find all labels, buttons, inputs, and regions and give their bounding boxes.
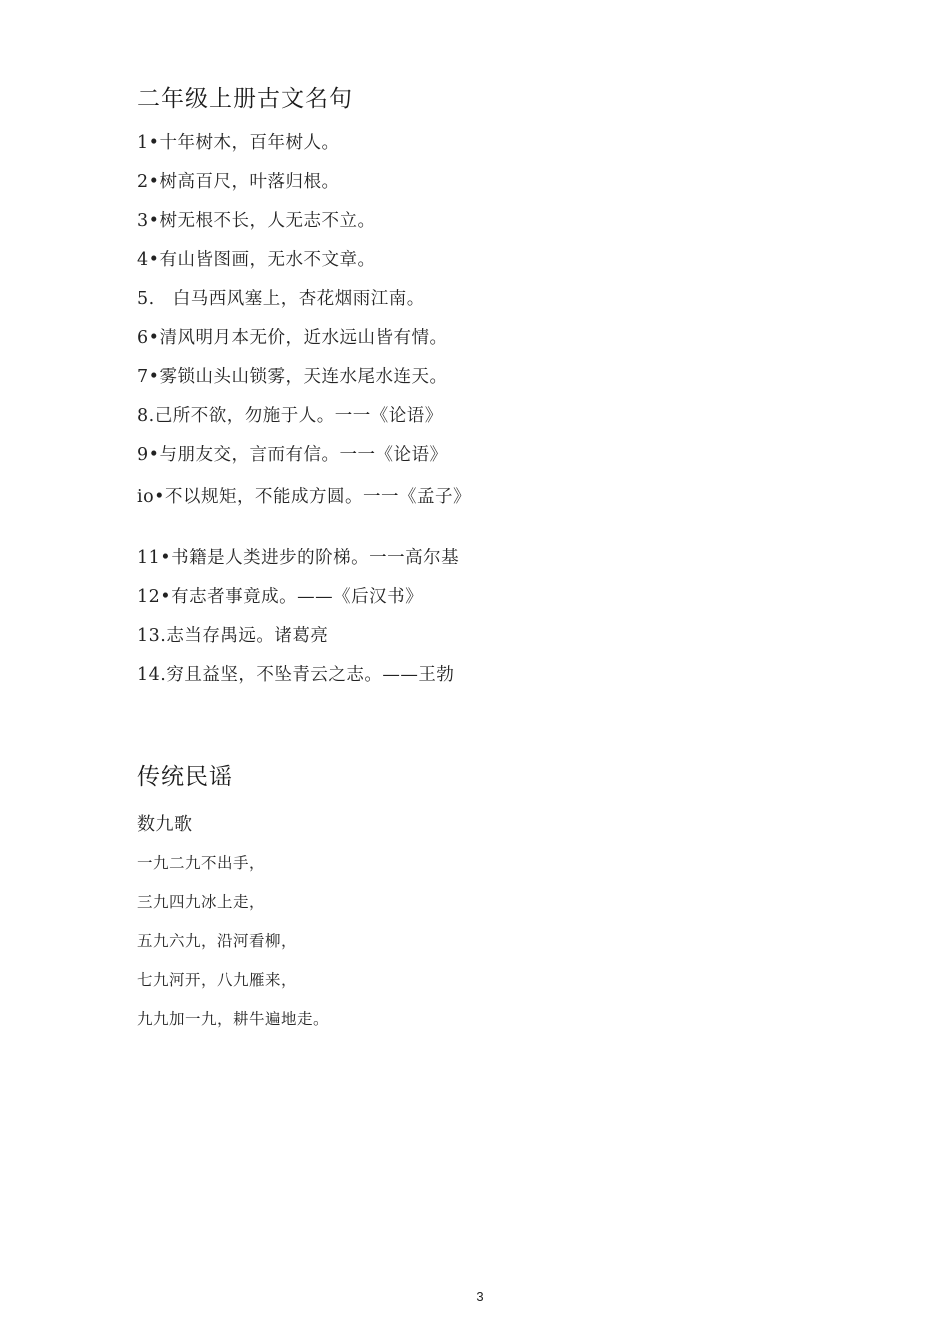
quote-item: 8.己所不欲，勿施于人。一一《论语》 [137,406,443,426]
quote-item: 2•树高百尺，叶落归根。 [137,172,340,192]
quote-item: io•不以规矩，不能成方圆。一一《孟子》 [137,487,471,507]
quote-item: 14.穷且益坚，不坠青云之志。——王勃 [137,665,455,685]
quote-item: 11•书籍是人类进步的阶梯。一一高尔基 [137,548,460,568]
verse-line: 七九河开，八九雁来， [137,971,298,989]
verse-line: 三九四九冰上走， [137,893,266,911]
verse-line: 一九二九不出手， [137,854,266,872]
song-title: 数九歌 [137,814,193,835]
quote-item: 4•有山皆图画，无水不文章。 [137,250,376,270]
quote-item: 12•有志者事竟成。——《后汉书》 [137,587,424,607]
section-title-folk-songs: 传统民谣 [137,764,233,790]
quote-item: 9•与朋友交，言而有信。一一《论语》 [137,445,448,465]
quote-item: 5. 白马西风塞上，杏花烟雨江南。 [137,289,425,309]
verse-line: 九九加一九，耕牛遍地走。 [137,1010,330,1028]
quote-item: 3•树无根不长，人无志不立。 [137,211,376,231]
quote-item: 6•清风明月本无价，近水远山皆有情。 [137,328,448,348]
verse-line: 五九六九，沿河看柳， [137,932,298,950]
section-title-ancient-quotes: 二年级上册古文名句 [137,86,353,112]
quote-item: 13.志当存禺远。诸葛亮 [137,626,329,646]
quote-item: 7•雾锁山头山锁雾，天连水尾水连天。 [137,367,448,387]
quote-item: 1•十年树木，百年树人。 [137,133,340,153]
page-number: 3 [476,1289,484,1304]
